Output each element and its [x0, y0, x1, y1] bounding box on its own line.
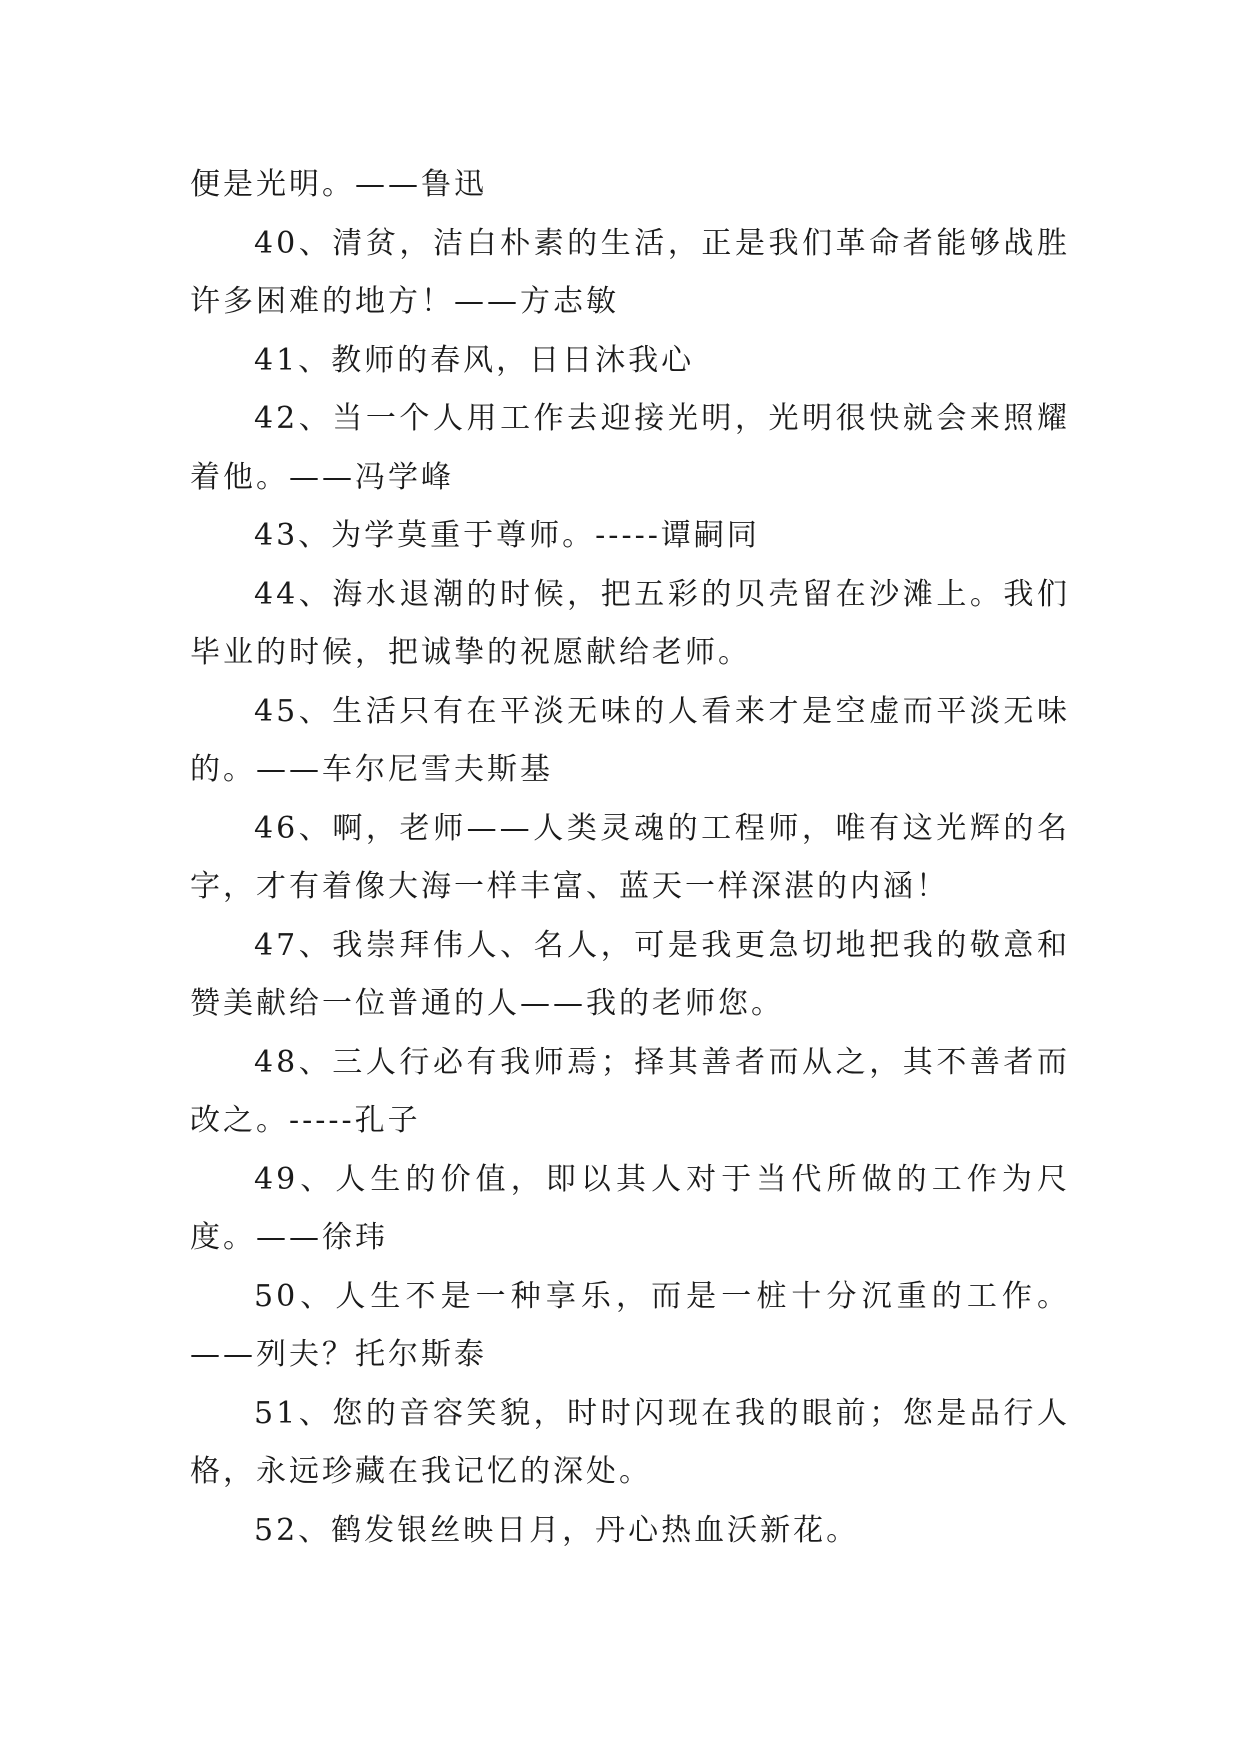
paragraph-quote-44: 44、海水退潮的时候，把五彩的贝壳留在沙滩上。我们毕业的时候，把诚挚的祝愿献给老师。	[190, 576, 1070, 670]
paragraph-quote-40: 40、清贫，洁白朴素的生活，正是我们革命者能够战胜许多困难的地方！——方志敏	[190, 225, 1070, 319]
paragraph-quote-43: 43、为学莫重于尊师。-----谭嗣同	[254, 518, 760, 553]
paragraph-quote-49: 49、人生的价值，即以其人对于当代所做的工作为尺度。——徐玮	[190, 1161, 1070, 1255]
paragraph-quote-41: 41、教师的春风，日日沐我心	[254, 342, 695, 378]
paragraph-quote-42: 42、当一个人用工作去迎接光明，光明很快就会来照耀着他。——冯学峰	[190, 401, 1070, 495]
paragraph-quote-47: 47、我崇拜伟人、名人，可是我更急切地把我的敬意和赞美献给一位普通的人——我的老师您。	[190, 927, 1070, 1021]
document-body	[190, 156, 1070, 1560]
paragraph-quote-48: 48、三人行必有我师焉；择其善者而从之，其不善者而改之。-----孔子	[190, 1044, 1070, 1138]
paragraph-quote-52: 52、鹤发银丝映日月，丹心热血沃新花。	[254, 1512, 860, 1548]
paragraph-quote-51: 51、您的音容笑貌，时时闪现在我的眼前；您是品行人格，永远珍藏在我记忆的深处。	[190, 1395, 1070, 1489]
paragraph-quote-50: 50、人生不是一种享乐，而是一桩十分沉重的工作。——列夫？托尔斯泰	[190, 1278, 1070, 1372]
paragraph-continuation: 便是光明。——鲁迅	[190, 167, 487, 202]
paragraph-quote-46: 46、啊，老师——人类灵魂的工程师，唯有这光辉的名字，才有着像大海一样丰富、蓝天一样深湛的内涵！	[190, 810, 1070, 904]
paragraph-quote-45: 45、生活只有在平淡无味的人看来才是空虚而平淡无味的。——车尔尼雪夫斯基	[190, 693, 1070, 787]
